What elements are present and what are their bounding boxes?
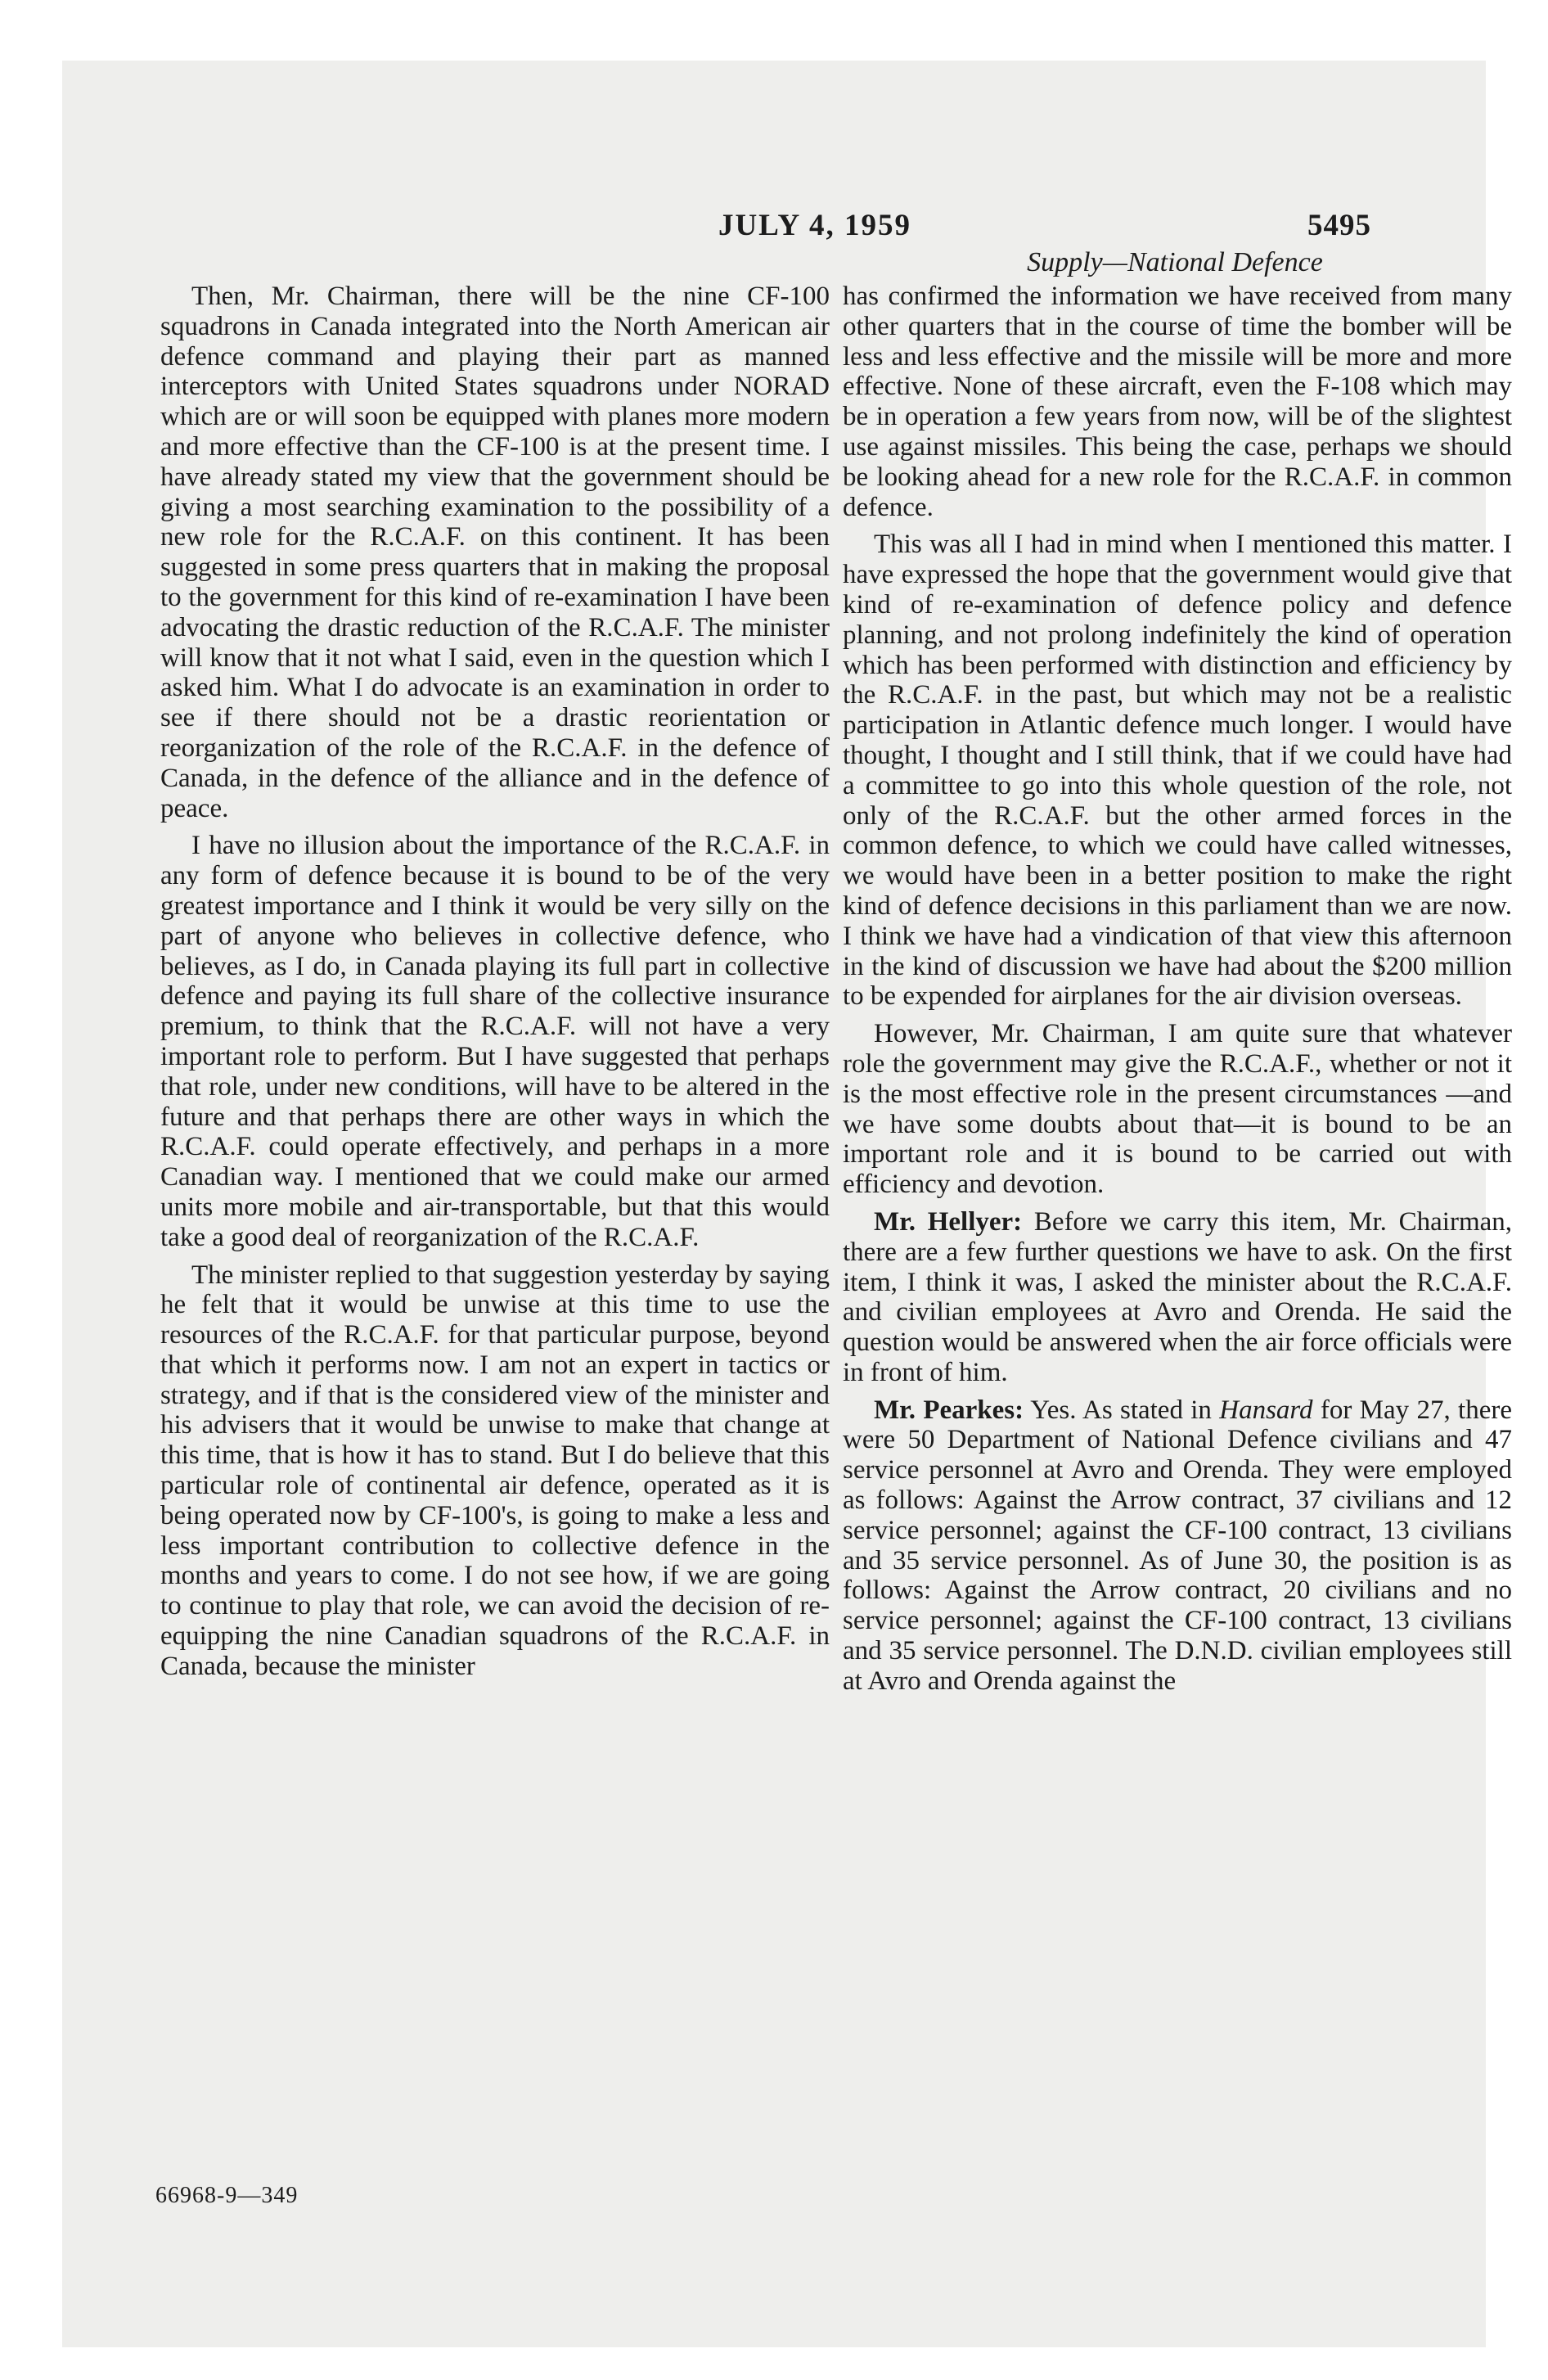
hansard-reference: Hansard <box>1219 1395 1313 1425</box>
page-header <box>62 142 1486 277</box>
speech-text: Yes. As stated in <box>1024 1395 1220 1425</box>
paragraph: However, Mr. Chairman, I am quite sure that whatever role the government may give the R.C.A.F., whether or not it is the most effective role in the present circumstances —and we have some doubts about that—it is bound to be an important role and it is bound to be carried out with efficiency and devotion. <box>843 1019 1512 1200</box>
speech-hellyer <box>843 1207 1512 1388</box>
paragraph: Then, Mr. Chairman, there will be the nine CF-100 squadrons in Canada integrated into the North American air defence command and playing their part as manned interceptors with United States squadrons under NORAD which are or will soon be equipped with planes more modern and more effective than the CF-100 is at the present time. I have already stated my view that the government should be giving a most searching examination to the possibility of a new role for the R.C.A.F. on this continent. It has been suggested in some press quarters that in making the proposal to the government for this kind of re-examination I have been advocating the drastic reduction of the R.C.A.F. The minister will know that it not what I said, even in the question which I asked him. What I do advocate is an examination in order to see if there should not be a drastic reorientation or reorganization of the role of the R.C.A.F. in the defence of Canada, in the defence of the alliance and in the defence of peace. <box>160 282 830 823</box>
speaker-name: Mr. Hellyer: <box>874 1206 1023 1237</box>
speaker-name: Mr. Pearkes: <box>874 1395 1024 1425</box>
paragraph: has confirmed the information we have received from many other quarters that in the course of time the bomber will be less and less effective and the missile will be more and more effective. None of these aircraft, even the F-108 which may be in operation a few years from now, will be of the slightest use against missiles. This being the case, perhaps we should be looking ahead for a new role for the R.C.A.F. in common defence. <box>843 282 1512 522</box>
right-column <box>843 282 1512 1704</box>
paragraph: This was all I had in mind when I mentioned this matter. I have expressed the hope that the government would give that kind of re-examination of defence policy and defence planning, and not prolong indefinitely the kind of operation which has been performed with distinction and efficiency by the R.C.A.F. in the past, but which may not be a realistic participation in Atlantic defence much longer. I would have thought, I thought and I still think, that if we could have had a committee to go into this whole question of the role, not only of the R.C.A.F. but the other armed forces in the common defence, to which we could have called witnesses, we would have been in a better position to make the right kind of defence decisions in this parliament than we are now. I think we have had a vindication of that view this afternoon in the kind of discussion we have had about the $200 million to be expended for airplanes for the air division overseas. <box>843 530 1512 1012</box>
print-code: 66968-9—349 <box>155 2183 299 2208</box>
speech-text: Before we carry this item, Mr. Chairman, there are a few further questions we have to ask. On the first item, I think it was, I asked the minister about the R.C.A.F. and civilian employees at Avro and Orenda. He said the question would be answered when the air force officials were in front of him. <box>843 1206 1513 1387</box>
paragraph: The minister replied to that suggestion yesterday by saying he felt that it would be unwise at this time to use the resources of the R.C.A.F. for that particular purpose, beyond that which it performs now. I am not an expert in tactics or strategy, and if that is the considered view of the minister and his advisers that it would be unwise to make that change at this time, that is how it has to stand. But I do believe that this particular role of continental air defence, operated as it is being operated now by CF-100's, is going to make a less and less important contribution to collective defence in the months and years to come. I do not see how, if we are going to continue to play that role, we can avoid the decision of re-equipping the nine Canadian squadrons of the R.C.A.F. in Canada, because the minister <box>160 1260 830 1681</box>
speech-pearkes <box>843 1395 1512 1697</box>
page-number: 5495 <box>1307 209 1371 242</box>
page-date: JULY 4, 1959 <box>718 209 912 242</box>
left-column <box>160 282 830 1689</box>
section-title: Supply—National Defence <box>1027 247 1323 277</box>
speech-text: for May 27, there were 50 Department of National Defence civilians and 47 service personnel at Avro and Orenda. They were employed as follows: Against the Arrow contract, 37 civilians and 12 service personnel; against the CF-100 contract, 13 civilians and 35 service personnel. As of June 30, the position is as follows: Against the Arrow contract, 20 civilians and no service personnel; against the CF-100 contract, 13 civilians and 35 service personnel. The D.N.D. civilian employees still at Avro and Orenda against the <box>843 1395 1512 1696</box>
scanned-page <box>62 61 1513 2347</box>
paragraph: I have no illusion about the importance of the R.C.A.F. in any form of defence because it is bound to be of the very greatest importance and I think it would be very silly on the part of anyone who believes in collective defence, who believes, as I do, in Canada playing its full part in collective defence and paying its full share of the collective insurance premium, to think that the R.C.A.F. will not have a very important role to perform. But I have suggested that perhaps that role, under new conditions, will have to be altered in the future and that perhaps there are other ways in which the R.C.A.F. could operate effectively, and perhaps in a more Canadian way. I mentioned that we could make our armed units more mobile and air-transportable, but that this would take a good deal of reorganization of the R.C.A.F. <box>160 831 830 1252</box>
